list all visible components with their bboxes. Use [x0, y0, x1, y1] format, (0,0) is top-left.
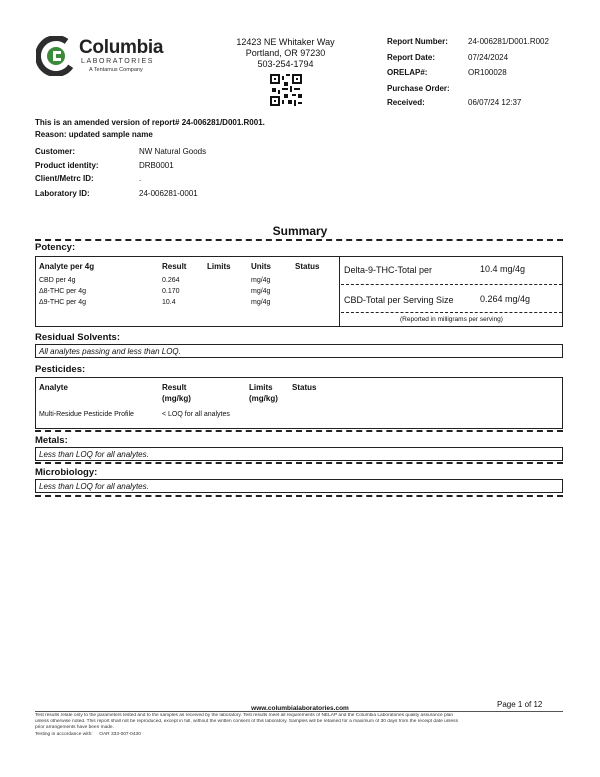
potency-divider [339, 256, 340, 327]
footer-website[interactable]: www.columbialaboratories.com [251, 705, 349, 712]
potency-row-units: mg/4g [251, 288, 271, 295]
lab-id-value: 24-006281-0001 [139, 189, 198, 198]
report-date-value: 07/24/2024 [468, 53, 509, 62]
product-identity-label: Product identity: [35, 161, 99, 170]
cbd-total-value: 0.264 mg/4g [480, 294, 531, 304]
residual-solvents-text: All analytes passing and less than LOQ. [39, 347, 181, 356]
pesticides-header-status: Status [292, 383, 317, 392]
address-street: 12423 NE Whitaker Way [236, 37, 335, 47]
delta9-total-label: Delta-9-THC-Total per [344, 265, 433, 275]
potency-row-result: 0.264 [162, 277, 180, 284]
purchase-order-label: Purchase Order: [387, 84, 450, 93]
pesticides-row-result: < LOQ for all analytes [162, 411, 230, 418]
potency-header-limits: Limits [207, 262, 231, 271]
potency-row-result: 0.170 [162, 288, 180, 295]
received-value: 06/07/24 12:37 [468, 98, 522, 107]
pesticides-header-analyte: Analyte [39, 383, 68, 392]
microbiology-title: Microbiology: [35, 467, 98, 478]
product-identity-value: DRB0001 [139, 161, 174, 170]
divider [35, 462, 563, 464]
metals-title: Metals: [35, 435, 68, 446]
lab-id-label: Laboratory ID: [35, 189, 90, 198]
potency-row-analyte: Δ9-THC per 4g [39, 299, 87, 306]
potency-header-status: Status [295, 262, 320, 271]
divider [341, 312, 562, 313]
serving-note: (Reported in milligrams per serving) [400, 316, 503, 323]
pesticides-header-limits-unit: (mg/kg) [249, 394, 278, 403]
qr-code-icon [270, 74, 302, 106]
amended-notice: This is an amended version of report# 24-006281/D001.R001. [35, 118, 265, 127]
report-number-value: 24-006281/D001.R002 [468, 37, 549, 46]
pesticides-title: Pesticides: [35, 364, 86, 375]
potency-title: Potency: [35, 242, 76, 253]
columbia-logo-icon [36, 36, 76, 76]
orelap-label: ORELAP#: [387, 68, 428, 77]
received-label: Received: [387, 98, 425, 107]
address-phone: 503-254-1794 [257, 59, 314, 69]
testing-accordance: Testing in accordance with: OAR 333-007-0430 [35, 732, 141, 737]
pesticides-header-result-unit: (mg/kg) [162, 394, 191, 403]
divider [35, 430, 563, 432]
disclaimer-line: Test results relate only to the parameters tested and to the samples as received by the laboratory. Test results meet all requirements of NELAP and the Columbia Laboratories quality assurance plan [35, 713, 454, 718]
disclaimer-line: prior arrangements have been made. [35, 725, 114, 730]
divider [35, 495, 563, 497]
potency-row-units: mg/4g [251, 277, 271, 284]
logo-name: Columbia [79, 37, 164, 58]
address-city: Portland, OR 97230 [245, 48, 326, 58]
disclaimer-line: unless otherwise noted. This report shall not be reproduced, except in full, without the written consent of this laboratory. Samples will be retained for a maximum of 30 days from the receipt date unless [35, 719, 458, 724]
summary-title: Summary [272, 224, 328, 238]
divider [341, 284, 562, 285]
customer-value: NW Natural Goods [139, 147, 207, 156]
cbd-total-label: CBD-Total per Serving Size [344, 295, 454, 305]
pesticides-header-limits: Limits [249, 383, 273, 392]
residual-solvents-title: Residual Solvents: [35, 332, 120, 343]
orelap-value: OR100028 [468, 68, 507, 77]
logo-subtitle: LABORATORIES [81, 58, 155, 65]
potency-row-analyte: CBD per 4g [39, 277, 76, 284]
potency-row-result: 10.4 [162, 299, 176, 306]
pesticides-row-analyte: Multi-Residue Pesticide Profile [39, 411, 134, 418]
divider [35, 711, 563, 712]
potency-header-result: Result [162, 262, 187, 271]
potency-row-units: mg/4g [251, 299, 271, 306]
logo-tagline: A Tentamus Company [89, 67, 143, 73]
page-number: Page 1 of 12 [497, 700, 543, 709]
client-id-value: . [139, 174, 142, 183]
amended-reason: Reason: updated sample name [35, 130, 153, 139]
divider [35, 239, 563, 241]
client-id-label: Client/Metrc ID: [35, 174, 94, 183]
potency-header-analyte: Analyte per 4g [39, 262, 95, 271]
metals-text: Less than LOQ for all analytes. [39, 450, 149, 459]
delta9-total-value: 10.4 mg/4g [480, 264, 526, 274]
customer-label: Customer: [35, 147, 76, 156]
potency-row-analyte: Δ8-THC per 4g [39, 288, 87, 295]
report-date-label: Report Date: [387, 53, 436, 62]
pesticides-header-result: Result [162, 383, 187, 392]
report-number-label: Report Number: [387, 37, 448, 46]
potency-header-units: Units [251, 262, 271, 271]
microbiology-text: Less than LOQ for all analytes. [39, 482, 149, 491]
